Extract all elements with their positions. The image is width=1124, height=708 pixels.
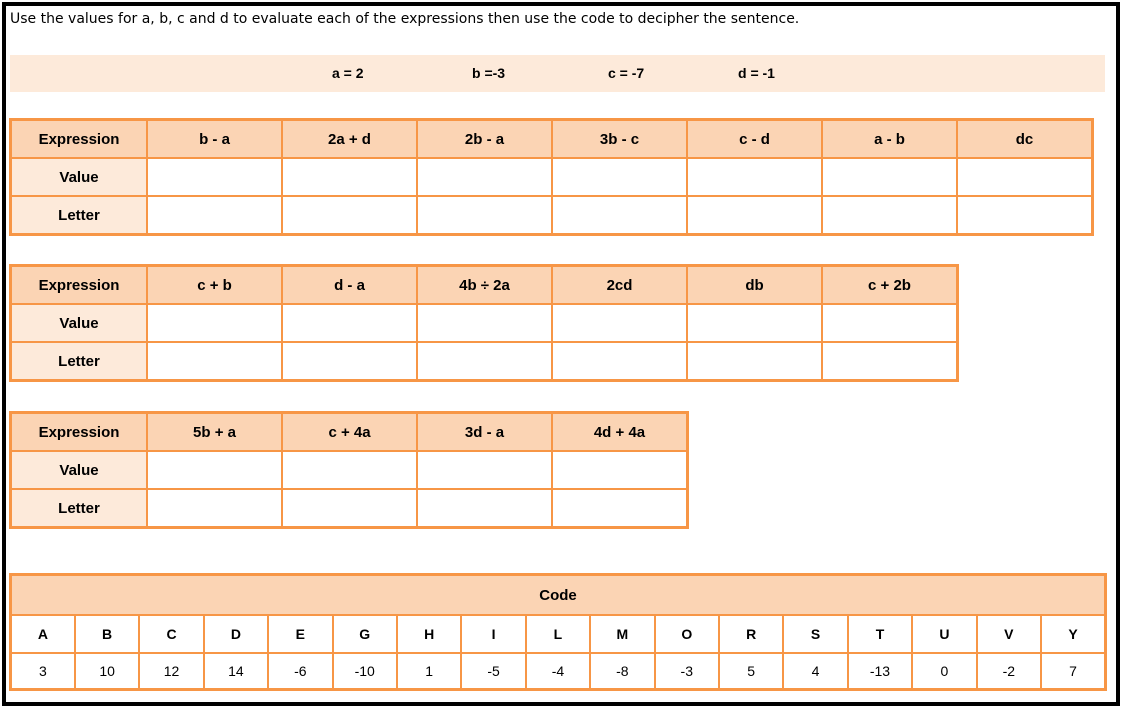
instructions-text: Use the values for a, b, c and d to evaluate each of the expressions then use the code to decipher the sentence. xyxy=(10,11,800,27)
code-table xyxy=(9,573,1107,691)
value-answer-cell[interactable] xyxy=(147,158,282,196)
value-row xyxy=(11,451,688,489)
value-answer-cell[interactable] xyxy=(957,158,1093,196)
letter-row xyxy=(11,489,688,528)
code-letter: R xyxy=(719,615,783,653)
code-letter: B xyxy=(75,615,139,653)
value-label: Value xyxy=(11,304,148,342)
code-value: 5 xyxy=(719,653,783,690)
letter-row xyxy=(11,342,958,381)
code-value: -13 xyxy=(848,653,912,690)
value-answer-cell[interactable] xyxy=(417,304,552,342)
letter-answer-cell[interactable] xyxy=(552,196,687,235)
value-label: Value xyxy=(11,158,148,196)
expression-label: Expression xyxy=(11,120,148,159)
code-value: -6 xyxy=(268,653,332,690)
code-letter: O xyxy=(655,615,719,653)
letter-answer-cell[interactable] xyxy=(687,196,822,235)
value-answer-cell[interactable] xyxy=(147,304,282,342)
code-letter: D xyxy=(204,615,268,653)
expression-label: Expression xyxy=(11,266,148,305)
letter-answer-cell[interactable] xyxy=(417,196,552,235)
expression-cell: 2a + d xyxy=(282,120,417,159)
code-value: -4 xyxy=(526,653,590,690)
value-label: Value xyxy=(11,451,148,489)
value-row xyxy=(11,158,1093,196)
code-value: 10 xyxy=(75,653,139,690)
expression-cell: a - b xyxy=(822,120,957,159)
variable-a: a = 2 xyxy=(332,65,364,81)
letter-answer-cell[interactable] xyxy=(147,196,282,235)
code-value: 12 xyxy=(139,653,203,690)
value-answer-cell[interactable] xyxy=(147,451,282,489)
code-value: -10 xyxy=(333,653,397,690)
letter-answer-cell[interactable] xyxy=(282,196,417,235)
code-letter: I xyxy=(461,615,525,653)
letter-answer-cell[interactable] xyxy=(417,342,552,381)
letter-label: Letter xyxy=(11,342,148,381)
expression-cell: 4d + 4a xyxy=(552,413,688,452)
letter-answer-cell[interactable] xyxy=(417,489,552,528)
expression-cell: db xyxy=(687,266,822,305)
expression-table-3 xyxy=(9,411,689,529)
code-letter: T xyxy=(848,615,912,653)
letter-answer-cell[interactable] xyxy=(552,489,688,528)
letter-answer-cell[interactable] xyxy=(282,489,417,528)
expression-cell: c + b xyxy=(147,266,282,305)
value-answer-cell[interactable] xyxy=(822,158,957,196)
code-value: -2 xyxy=(977,653,1041,690)
expression-cell: 3b - c xyxy=(552,120,687,159)
expression-cell: c - d xyxy=(687,120,822,159)
value-answer-cell[interactable] xyxy=(417,451,552,489)
expression-cell: 3d - a xyxy=(417,413,552,452)
code-value: 14 xyxy=(204,653,268,690)
expression-cell: c + 2b xyxy=(822,266,958,305)
letter-row xyxy=(11,196,1093,235)
code-letter: C xyxy=(139,615,203,653)
code-letter: L xyxy=(526,615,590,653)
expression-cell: 4b ÷ 2a xyxy=(417,266,552,305)
value-answer-cell[interactable] xyxy=(282,304,417,342)
value-answer-cell[interactable] xyxy=(687,304,822,342)
letter-label: Letter xyxy=(11,489,148,528)
expression-cell: 2cd xyxy=(552,266,687,305)
value-answer-cell[interactable] xyxy=(552,158,687,196)
value-row xyxy=(11,304,958,342)
letter-answer-cell[interactable] xyxy=(822,196,957,235)
code-letter: V xyxy=(977,615,1041,653)
variable-b: b =-3 xyxy=(472,65,506,81)
code-letter: G xyxy=(333,615,397,653)
code-letter: U xyxy=(912,615,976,653)
expression-cell: 5b + a xyxy=(147,413,282,452)
expression-cell: c + 4a xyxy=(282,413,417,452)
code-value: 7 xyxy=(1041,653,1106,690)
value-answer-cell[interactable] xyxy=(282,451,417,489)
value-answer-cell[interactable] xyxy=(552,304,687,342)
letter-answer-cell[interactable] xyxy=(147,342,282,381)
expression-cell: d - a xyxy=(282,266,417,305)
expression-row xyxy=(11,266,958,305)
code-letter: H xyxy=(397,615,461,653)
value-answer-cell[interactable] xyxy=(822,304,958,342)
expression-table-2 xyxy=(9,264,959,382)
code-value: 1 xyxy=(397,653,461,690)
code-letter: Y xyxy=(1041,615,1106,653)
expression-label: Expression xyxy=(11,413,148,452)
expression-row xyxy=(11,413,688,452)
letter-label: Letter xyxy=(11,196,148,235)
expression-cell: 2b - a xyxy=(417,120,552,159)
code-letter: E xyxy=(268,615,332,653)
code-values-row xyxy=(11,653,1106,690)
variable-c: c = -7 xyxy=(608,65,645,81)
letter-answer-cell[interactable] xyxy=(552,342,687,381)
code-value: 3 xyxy=(11,653,75,690)
code-value: -5 xyxy=(461,653,525,690)
letter-answer-cell[interactable] xyxy=(147,489,282,528)
letter-answer-cell[interactable] xyxy=(282,342,417,381)
letter-answer-cell[interactable] xyxy=(687,342,822,381)
expression-row xyxy=(11,120,1093,159)
letter-answer-cell[interactable] xyxy=(957,196,1093,235)
code-letter: S xyxy=(783,615,847,653)
expression-table-1 xyxy=(9,118,1094,236)
value-answer-cell[interactable] xyxy=(552,451,688,489)
code-value: -8 xyxy=(590,653,654,690)
expression-cell: b - a xyxy=(147,120,282,159)
code-value: 0 xyxy=(912,653,976,690)
expression-cell: dc xyxy=(957,120,1093,159)
code-value: 4 xyxy=(783,653,847,690)
code-letter: M xyxy=(590,615,654,653)
code-value: -3 xyxy=(655,653,719,690)
value-answer-cell[interactable] xyxy=(282,158,417,196)
value-answer-cell[interactable] xyxy=(687,158,822,196)
letter-answer-cell[interactable] xyxy=(822,342,958,381)
code-title: Code xyxy=(11,575,1106,616)
variable-d: d = -1 xyxy=(738,65,775,81)
variables-bar xyxy=(10,55,1105,92)
code-letters-row xyxy=(11,615,1106,653)
code-letter: A xyxy=(11,615,75,653)
value-answer-cell[interactable] xyxy=(417,158,552,196)
